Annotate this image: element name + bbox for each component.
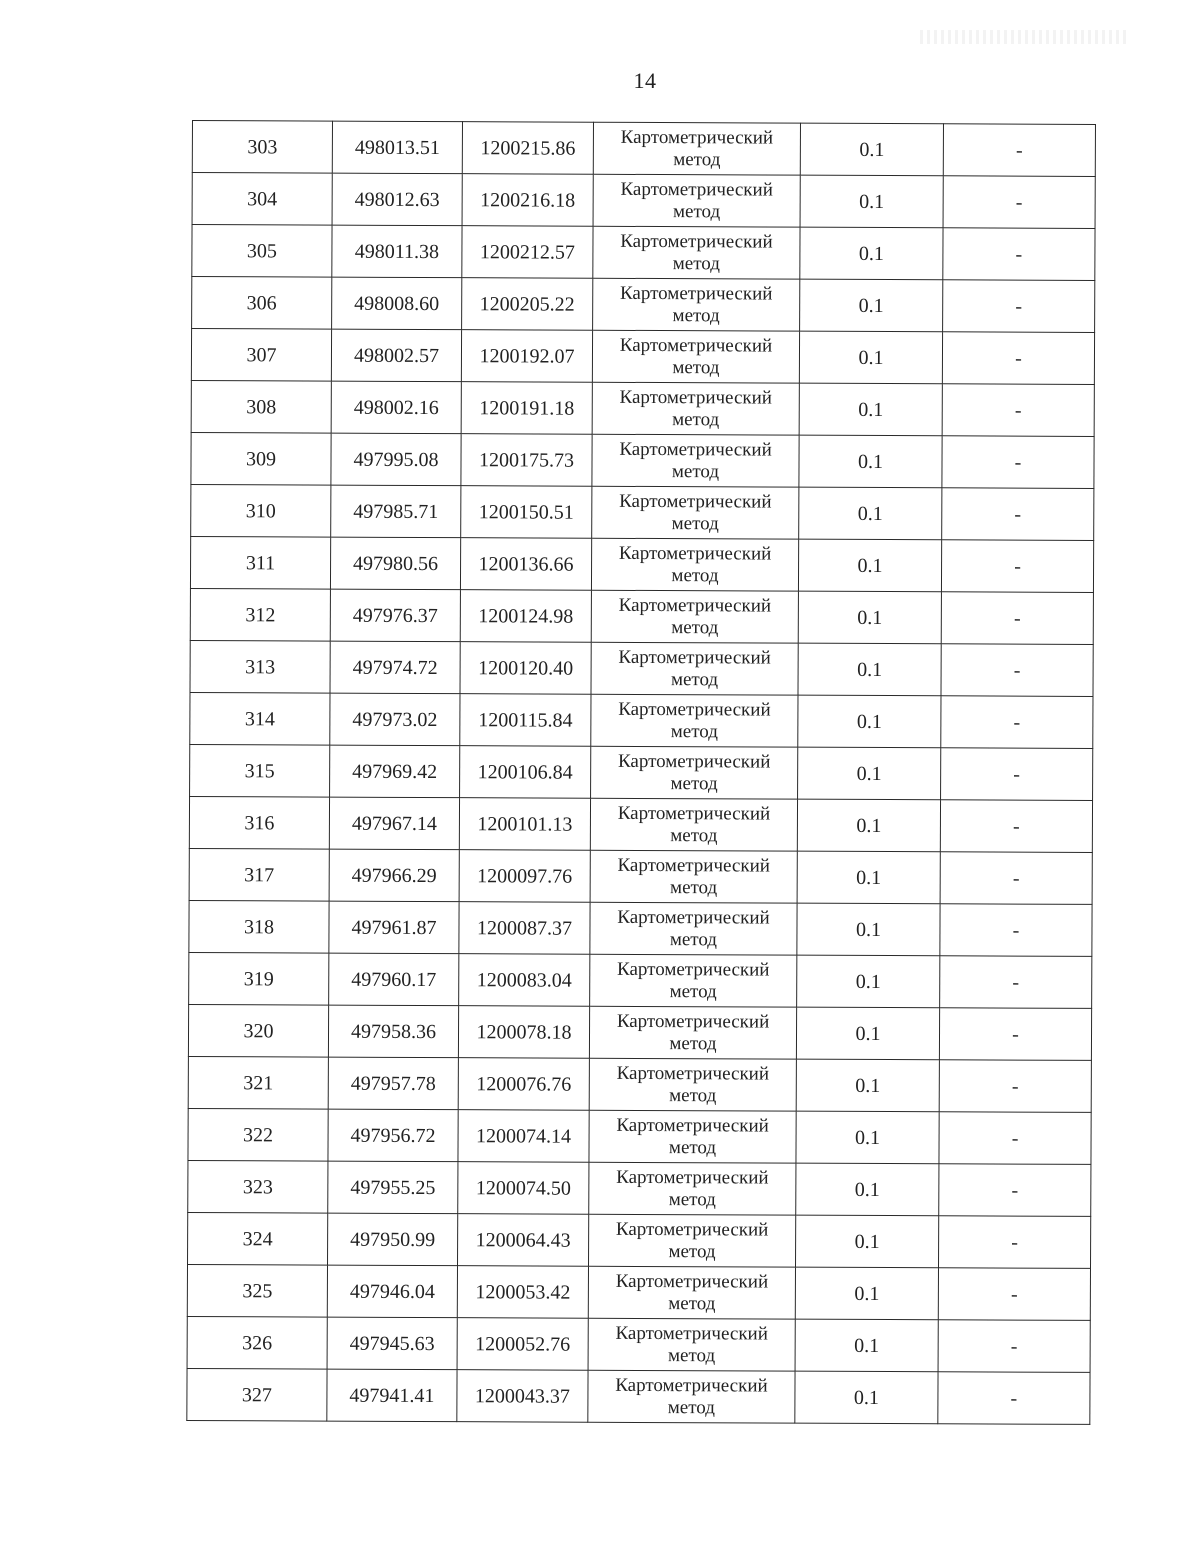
y-coordinate-cell: 1200216.18 [462, 174, 593, 227]
method-line-2: метод [673, 149, 721, 171]
table-row [190, 536, 1093, 592]
note-cell: - [941, 644, 1093, 697]
method-line-1: Картометрический [616, 1114, 769, 1137]
x-coordinate-cell: 498008.60 [332, 277, 462, 330]
method-line-2: метод [672, 201, 721, 223]
method-cell [589, 1162, 796, 1215]
method-line-1: Картометрический [619, 282, 773, 305]
y-coordinate-cell: 1200076.76 [458, 1058, 589, 1111]
method-line-2: метод [668, 1293, 716, 1315]
x-coordinate-cell: 497980.56 [330, 537, 460, 590]
method-line-2: метод [671, 513, 719, 535]
y-coordinate-cell: 1200106.84 [460, 746, 591, 799]
y-coordinate-cell: 1200212.57 [462, 226, 593, 279]
accuracy-cell: 0.1 [796, 1111, 939, 1164]
accuracy-cell: 0.1 [800, 175, 943, 228]
method-cell [591, 746, 798, 799]
x-coordinate-cell: 497973.02 [330, 693, 460, 746]
note-cell: - [938, 1320, 1090, 1373]
y-coordinate-cell: 1200192.07 [461, 330, 592, 383]
method-line-2: метод [668, 1189, 716, 1211]
accuracy-cell: 0.1 [797, 799, 940, 852]
point-number-cell: 314 [190, 692, 330, 745]
table-row [187, 1368, 1090, 1424]
accuracy-cell: 0.1 [797, 903, 940, 956]
point-number-cell: 326 [187, 1316, 327, 1369]
note-cell: - [943, 280, 1095, 333]
method-cell [593, 122, 800, 175]
note-cell: - [941, 696, 1093, 749]
note-cell: - [939, 1112, 1091, 1165]
method-line-1: Картометрический [618, 698, 771, 721]
method-cell [592, 330, 799, 383]
note-cell: - [938, 1372, 1090, 1425]
point-number-cell: 310 [191, 484, 331, 537]
point-number-cell: 311 [190, 536, 330, 589]
point-number-cell: 321 [188, 1056, 328, 1109]
point-number-cell: 317 [189, 848, 329, 901]
note-cell: - [941, 748, 1093, 801]
table-row [187, 1264, 1090, 1320]
table-row [192, 277, 1095, 333]
x-coordinate-cell: 498012.63 [332, 173, 462, 226]
x-coordinate-cell: 497966.29 [329, 849, 459, 902]
method-line-2: метод [672, 357, 720, 379]
accuracy-cell: 0.1 [797, 851, 940, 904]
table-row [188, 1004, 1091, 1060]
method-line-1: Картометрический [619, 490, 772, 513]
note-cell: - [943, 228, 1095, 281]
accuracy-cell: 0.1 [796, 1007, 939, 1060]
method-line-1: Картометрический [619, 438, 772, 461]
coordinates-table-body [187, 121, 1096, 1425]
method-cell [590, 850, 797, 903]
table-row [188, 1160, 1091, 1216]
note-cell: - [943, 176, 1095, 229]
coordinates-table [186, 120, 1096, 1425]
method-cell [590, 902, 797, 955]
method-line-1: Картометрический [615, 1322, 768, 1345]
method-line-2: метод [669, 981, 717, 1003]
point-number-cell: 308 [191, 380, 331, 433]
method-line-1: Картометрический [618, 594, 772, 617]
x-coordinate-cell: 498002.57 [331, 329, 461, 382]
table-row [189, 900, 1092, 956]
accuracy-cell: 0.1 [799, 435, 942, 488]
table-row [188, 1212, 1091, 1268]
table-row [191, 329, 1094, 385]
method-line-1: Картометрический [616, 1010, 770, 1033]
method-line-2: метод [671, 461, 720, 483]
method-line-2: метод [667, 1397, 715, 1419]
y-coordinate-cell: 1200175.73 [461, 434, 592, 487]
x-coordinate-cell: 497955.25 [328, 1161, 458, 1214]
y-coordinate-cell: 1200074.50 [458, 1162, 589, 1215]
table-row [188, 1108, 1091, 1164]
table-row [190, 692, 1093, 748]
method-line-1: Картометрический [617, 750, 771, 773]
y-coordinate-cell: 1200205.22 [462, 278, 593, 331]
accuracy-cell: 0.1 [796, 1163, 939, 1216]
method-cell [591, 590, 798, 643]
method-line-2: метод [670, 825, 718, 847]
method-cell [590, 954, 797, 1007]
point-number-cell: 325 [187, 1264, 327, 1317]
x-coordinate-cell: 497950.99 [328, 1213, 458, 1266]
accuracy-cell: 0.1 [798, 747, 941, 800]
y-coordinate-cell: 1200215.86 [462, 122, 593, 175]
table-row [190, 588, 1093, 644]
point-number-cell: 305 [192, 225, 332, 278]
point-number-cell: 307 [191, 329, 331, 382]
accuracy-cell: 0.1 [795, 1267, 938, 1320]
method-line-2: метод [672, 253, 720, 275]
method-line-1: Картометрический [615, 1374, 768, 1397]
y-coordinate-cell: 1200053.42 [457, 1266, 588, 1319]
table-row [191, 380, 1094, 436]
note-cell: - [941, 592, 1093, 645]
accuracy-cell: 0.1 [795, 1371, 938, 1424]
method-line-2: метод [669, 1085, 717, 1107]
method-cell [588, 1370, 795, 1423]
method-line-2: метод [669, 929, 718, 951]
x-coordinate-cell: 497957.78 [328, 1057, 458, 1110]
note-cell: - [939, 1008, 1091, 1061]
y-coordinate-cell: 1200087.37 [459, 902, 590, 955]
method-line-1: Картометрический [619, 334, 773, 357]
point-number-cell: 315 [190, 744, 330, 797]
accuracy-cell: 0.1 [796, 1059, 939, 1112]
point-number-cell: 309 [191, 432, 331, 485]
method-cell [588, 1318, 795, 1371]
x-coordinate-cell: 497985.71 [331, 485, 461, 538]
method-cell [592, 434, 799, 487]
point-number-cell: 304 [192, 173, 332, 226]
x-coordinate-cell: 497960.17 [329, 953, 459, 1006]
accuracy-cell: 0.1 [799, 331, 942, 384]
note-cell: - [943, 124, 1095, 177]
table-row [188, 1056, 1091, 1112]
accuracy-cell: 0.1 [800, 227, 943, 280]
table-row [192, 173, 1095, 229]
table-row [191, 432, 1094, 488]
point-number-cell: 316 [189, 796, 329, 849]
method-cell [591, 538, 798, 591]
table-row [190, 640, 1093, 696]
method-line-1: Картометрический [617, 906, 770, 929]
method-line-2: метод [672, 305, 720, 327]
table-row [189, 848, 1092, 904]
accuracy-cell: 0.1 [795, 1319, 938, 1372]
accuracy-cell: 0.1 [798, 591, 941, 644]
y-coordinate-cell: 1200097.76 [459, 850, 590, 903]
x-coordinate-cell: 498011.38 [332, 225, 462, 278]
point-number-cell: 323 [188, 1160, 328, 1213]
method-line-2: метод [670, 877, 718, 899]
accuracy-cell: 0.1 [799, 383, 942, 436]
note-cell: - [942, 488, 1094, 541]
point-number-cell: 318 [189, 900, 329, 953]
x-coordinate-cell: 497941.41 [327, 1369, 457, 1422]
y-coordinate-cell: 1200101.13 [459, 798, 590, 851]
point-number-cell: 319 [189, 952, 329, 1005]
x-coordinate-cell: 497967.14 [329, 797, 459, 850]
method-line-2: метод [672, 409, 720, 431]
y-coordinate-cell: 1200150.51 [461, 486, 592, 539]
method-line-1: Картометрический [620, 178, 773, 201]
method-line-1: Картометрический [617, 802, 771, 825]
y-coordinate-cell: 1200064.43 [458, 1214, 589, 1267]
y-coordinate-cell: 1200136.66 [460, 538, 591, 591]
method-line-1: Картометрический [618, 542, 772, 565]
accuracy-cell: 0.1 [799, 487, 942, 540]
method-cell [588, 1266, 795, 1319]
note-cell: - [939, 1060, 1091, 1113]
x-coordinate-cell: 497995.08 [331, 433, 461, 486]
method-cell [593, 174, 800, 227]
scan-artifact [920, 30, 1130, 44]
method-cell [593, 226, 800, 279]
method-cell [589, 1214, 796, 1267]
x-coordinate-cell: 497958.36 [328, 1005, 458, 1058]
y-coordinate-cell: 1200074.14 [458, 1110, 589, 1163]
method-cell [592, 382, 799, 435]
x-coordinate-cell: 497961.87 [329, 901, 459, 954]
method-cell [589, 1058, 796, 1111]
method-line-1: Картометрический [615, 1270, 769, 1293]
x-coordinate-cell: 497946.04 [327, 1265, 457, 1318]
y-coordinate-cell: 1200120.40 [460, 642, 591, 695]
method-line-1: Картометрический [620, 126, 774, 149]
x-coordinate-cell: 498013.51 [332, 121, 462, 174]
table-row [189, 796, 1092, 852]
note-cell: - [941, 540, 1093, 593]
y-coordinate-cell: 1200083.04 [459, 954, 590, 1007]
method-cell [591, 694, 798, 747]
method-line-1: Картометрический [617, 958, 770, 981]
y-coordinate-cell: 1200043.37 [457, 1370, 588, 1423]
point-number-cell: 322 [188, 1108, 328, 1161]
method-line-2: метод [671, 617, 719, 639]
method-cell [589, 1006, 796, 1059]
note-cell: - [942, 332, 1094, 385]
x-coordinate-cell: 497956.72 [328, 1109, 458, 1162]
y-coordinate-cell: 1200115.84 [460, 694, 591, 747]
page-number: 14 [633, 68, 657, 93]
method-cell [589, 1110, 796, 1163]
method-cell [590, 798, 797, 851]
note-cell: - [939, 1164, 1091, 1217]
x-coordinate-cell: 498002.16 [331, 381, 461, 434]
point-number-cell: 313 [190, 640, 330, 693]
method-cell [591, 642, 798, 695]
point-number-cell: 303 [192, 121, 332, 174]
point-number-cell: 306 [192, 277, 332, 330]
method-line-1: Картометрический [618, 646, 771, 669]
point-number-cell: 324 [188, 1212, 328, 1265]
accuracy-cell: 0.1 [800, 279, 943, 332]
y-coordinate-cell: 1200124.98 [460, 590, 591, 643]
x-coordinate-cell: 497969.42 [330, 745, 460, 798]
accuracy-cell: 0.1 [797, 955, 940, 1008]
table-row [190, 744, 1093, 800]
point-number-cell: 312 [190, 588, 330, 641]
method-line-2: метод [670, 721, 718, 743]
method-cell [592, 486, 799, 539]
accuracy-cell: 0.1 [800, 123, 943, 176]
accuracy-cell: 0.1 [798, 695, 941, 748]
point-number-cell: 327 [187, 1368, 327, 1421]
accuracy-cell: 0.1 [798, 539, 941, 592]
method-cell [593, 278, 800, 331]
note-cell: - [940, 800, 1092, 853]
x-coordinate-cell: 497974.72 [330, 641, 460, 694]
method-line-1: Картометрический [615, 1218, 769, 1241]
accuracy-cell: 0.1 [798, 643, 941, 696]
y-coordinate-cell: 1200078.18 [458, 1006, 589, 1059]
table-row [192, 225, 1095, 281]
method-line-1: Картометрический [617, 854, 770, 877]
method-line-1: Картометрический [620, 230, 773, 253]
y-coordinate-cell: 1200052.76 [457, 1318, 588, 1371]
method-line-2: метод [668, 1137, 717, 1159]
method-line-1: Картометрический [616, 1166, 769, 1189]
y-coordinate-cell: 1200191.18 [461, 382, 592, 435]
note-cell: - [940, 852, 1092, 905]
table-row [187, 1316, 1090, 1372]
method-line-2: метод [667, 1345, 716, 1367]
note-cell: - [940, 904, 1092, 957]
accuracy-cell: 0.1 [796, 1215, 939, 1268]
note-cell: - [940, 956, 1092, 1009]
method-line-2: метод [669, 1033, 717, 1055]
method-line-2: метод [671, 565, 719, 587]
point-number-cell: 320 [188, 1004, 328, 1057]
x-coordinate-cell: 497976.37 [330, 589, 460, 642]
note-cell: - [942, 436, 1094, 489]
note-cell: - [938, 1216, 1090, 1269]
note-cell: - [938, 1268, 1090, 1321]
method-line-1: Картометрический [619, 386, 773, 409]
x-coordinate-cell: 497945.63 [327, 1317, 457, 1370]
method-line-2: метод [670, 669, 719, 691]
method-line-1: Картометрический [616, 1062, 770, 1085]
note-cell: - [942, 384, 1094, 437]
method-line-2: метод [670, 773, 718, 795]
table-row [192, 121, 1095, 177]
table-row [191, 484, 1094, 540]
method-line-2: метод [668, 1241, 716, 1263]
table-row [189, 952, 1092, 1008]
